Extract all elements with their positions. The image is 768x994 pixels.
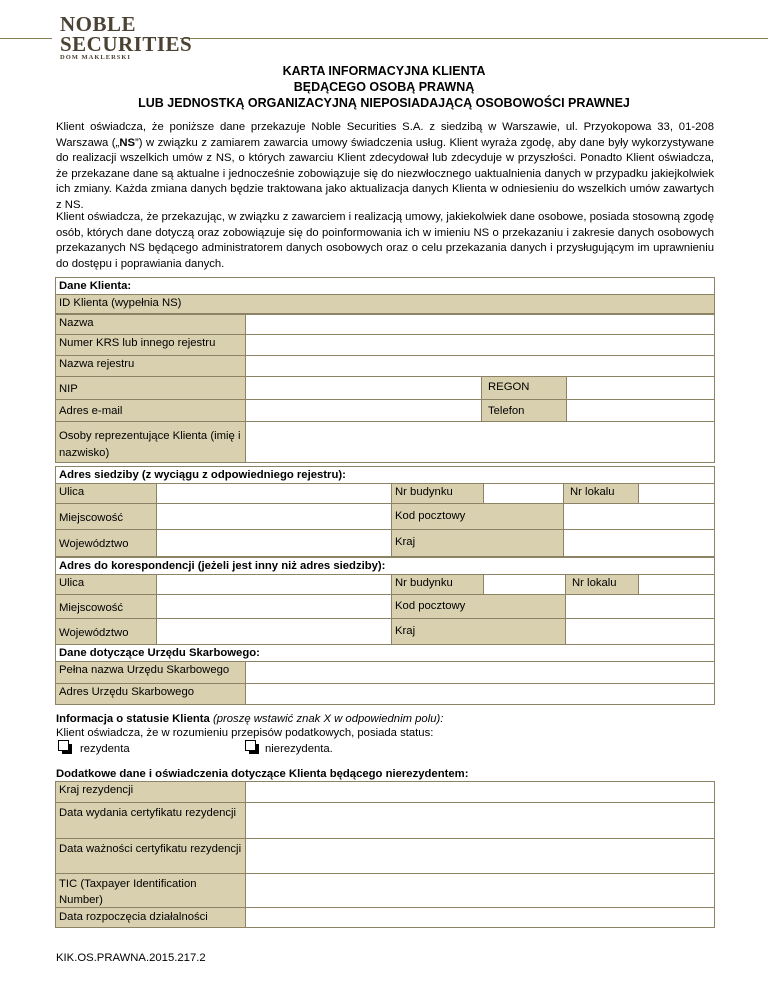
regon-label: REGON	[481, 376, 567, 400]
krs-label: Numer KRS lub innego rejestru	[55, 334, 246, 356]
ns-abbrev: NS	[119, 136, 136, 149]
logo-line1: NOBLE	[60, 12, 137, 36]
business-start-label: Data rozpoczęcia działalności	[55, 907, 246, 928]
corr-building-label: Nr budynku	[391, 574, 484, 595]
seat-province-label: Województwo	[55, 529, 157, 557]
status-title-line	[56, 712, 443, 726]
seat-country-label: Kraj	[391, 529, 564, 557]
registry-label: Nazwa rejestru	[55, 355, 246, 377]
name-field[interactable]	[245, 314, 715, 335]
tax-office-address-label: Adres Urzędu Skarbowego	[55, 683, 246, 705]
representatives-field[interactable]	[245, 421, 715, 463]
tax-office-name-field[interactable]	[245, 661, 715, 684]
name-label: Nazwa	[55, 314, 246, 335]
seat-postal-label: Kod pocztowy	[391, 503, 564, 530]
seat-unit-label: Nr lokalu	[563, 483, 639, 504]
nip-label: NIP	[55, 376, 246, 400]
corr-street-field[interactable]	[156, 574, 392, 595]
tic-field[interactable]	[245, 873, 715, 908]
krs-field[interactable]	[245, 334, 715, 356]
data-protection-paragraph: Klient oświadcza, że przekazując, w związku z zawarciem i realizacją umowy, jakiekolwiek dane osobowe, posiada stosowną zgodę osób, których dane dotyczą oraz zobowiązuje się do poinformowania ich w imieniu NS o przekazaniu i zakresie danych osobowych przekazanych NS będącego administratorem danych osobowych oraz o celu przekazania danych i przysługującym im uprawnieniu do dostępu i poprawiania danych.	[56, 211, 714, 270]
corr-unit-label: Nr lokalu	[565, 574, 639, 595]
status-statement: Klient oświadcza, że w rozumieniu przepisów podatkowych, posiada status:	[56, 727, 434, 739]
seat-city-field[interactable]	[156, 503, 392, 530]
title-line1: KARTA INFORMACYJNA KLIENTA	[282, 64, 486, 78]
document-title	[0, 63, 768, 111]
seat-address-header: Adres siedziby (z wyciągu z odpowiedniego rejestru):	[55, 466, 715, 484]
title-line2: BĘDĄCEGO OSOBĄ PRAWNĄ	[293, 80, 475, 94]
logo-rule-right	[180, 38, 768, 39]
tax-office-address-field[interactable]	[245, 683, 715, 705]
correspondence-header: Adres do korespondencji (jeżeli jest inny niż adres siedziby):	[55, 557, 715, 575]
nip-field[interactable]	[245, 376, 482, 400]
corr-city-field[interactable]	[156, 594, 392, 619]
corr-postal-label: Kod pocztowy	[391, 594, 566, 619]
seat-building-label: Nr budynku	[391, 483, 484, 504]
residence-country-field[interactable]	[245, 781, 715, 803]
tax-office-header: Dane dotyczące Urzędu Skarbowego:	[55, 644, 715, 662]
logo-rule-left	[0, 38, 52, 39]
corr-unit-field[interactable]	[638, 574, 715, 595]
seat-country-field[interactable]	[563, 529, 715, 557]
nonresident-checkbox[interactable]	[245, 740, 256, 751]
cert-issue-label: Data wydania certyfikatu rezydencji	[55, 802, 246, 839]
cert-issue-field[interactable]	[245, 802, 715, 839]
nonresident-label: nierezydenta.	[265, 743, 333, 755]
corr-country-field[interactable]	[565, 618, 715, 645]
seat-city-label: Miejscowość	[55, 503, 157, 530]
resident-label: rezydenta	[80, 743, 130, 755]
corr-city-label: Miejscowość	[55, 594, 157, 619]
seat-province-field[interactable]	[156, 529, 392, 557]
seat-postal-field[interactable]	[563, 503, 715, 530]
client-section-header: Dane Klienta:	[55, 277, 715, 295]
seat-building-field[interactable]	[483, 483, 564, 504]
tic-label: TIC (Taxpayer Identification Number)	[55, 873, 246, 908]
regon-field[interactable]	[566, 376, 715, 400]
status-title: Informacja o statusie Klienta	[56, 713, 210, 725]
form-code: KIK.OS.PRAWNA.2015.217.2	[56, 952, 206, 964]
tax-office-name-label: Pełna nazwa Urzędu Skarbowego	[55, 661, 246, 684]
corr-building-field[interactable]	[483, 574, 566, 595]
phone-field[interactable]	[566, 399, 715, 422]
seat-street-field[interactable]	[156, 483, 392, 504]
business-start-field[interactable]	[245, 907, 715, 928]
title-line3: LUB JEDNOSTKĄ ORGANIZACYJNĄ NIEPOSIADAJĄCĄ OSOBOWOŚCI PRAWNEJ	[138, 96, 630, 110]
consent-paragraph: Klient oświadcza, że poniższe dane przekazuje Noble Securities S.A. z siedzibą w Warszawie, ul. Przyokopowa 33, 01-208 Warszawa („NS”) w związku z zamiarem zawarcia umowy świadczenia usług. Klient wyraża zgodę, aby dane były wykorzystywane do realizacji wszelkich umów z NS, o których zawarciu Klient zdecydował lub zdecyduje w przyszłości. Ponadto Klient oświadcza, że przekazane dane są aktualne i jednocześnie zobowiązuje się do niezwłocznego uaktualnienia danych w przypadku jakiejkolwiek ich zmiany. Każda zmiana danych będzie traktowana jako aktualizacja danych Klienta w odniesieniu do wszelkich umów zawartych z NS.	[56, 121, 714, 211]
client-id-label: ID Klienta (wypełnia NS)	[55, 294, 715, 314]
registry-field[interactable]	[245, 355, 715, 377]
corr-province-field[interactable]	[156, 618, 392, 645]
email-label: Adres e-mail	[55, 399, 246, 422]
corr-street-label: Ulica	[55, 574, 157, 595]
seat-street-label: Ulica	[55, 483, 157, 504]
cert-valid-field[interactable]	[245, 838, 715, 874]
representatives-label: Osoby reprezentujące Klienta (imię i nazwisko)	[55, 421, 246, 463]
phone-label: Telefon	[481, 399, 567, 422]
corr-postal-field[interactable]	[565, 594, 715, 619]
logo-line2: SECURITIES	[60, 32, 193, 56]
cert-valid-label: Data ważności certyfikatu rezydencji	[55, 838, 246, 874]
nonresident-header: Dodatkowe dane i oświadczenia dotyczące Klienta będącego nierezydentem:	[56, 768, 469, 780]
status-hint: (proszę wstawić znak X w odpowiednim polu):	[212, 713, 444, 725]
corr-country-label: Kraj	[391, 618, 566, 645]
email-field[interactable]	[245, 399, 482, 422]
company-logo	[60, 14, 192, 62]
logo-line3: DOM MAKLERSKI	[60, 54, 131, 61]
seat-unit-field[interactable]	[638, 483, 715, 504]
resident-checkbox[interactable]	[58, 740, 69, 751]
residence-country-label: Kraj rezydencji	[55, 781, 246, 803]
corr-province-label: Województwo	[55, 618, 157, 645]
